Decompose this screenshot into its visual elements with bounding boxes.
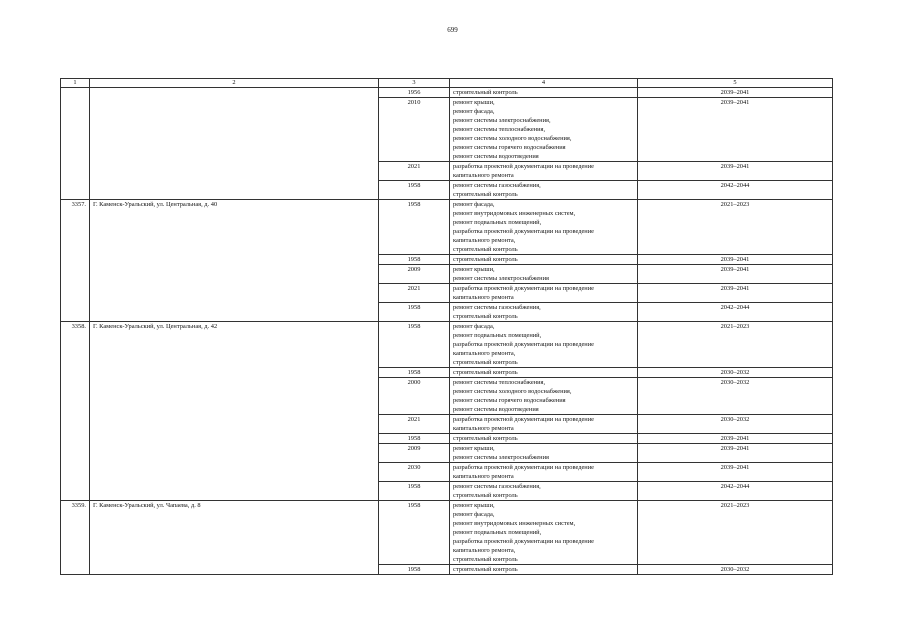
- object-number: 3359.: [61, 501, 90, 575]
- commissioning-year: 1958: [379, 181, 450, 200]
- work-types: [450, 181, 638, 200]
- object-address: Г. Каменск-Уральский, ул. Центральная, д. 42: [90, 322, 379, 501]
- work-types: [450, 303, 638, 322]
- work-type-line: строительный контроль: [453, 566, 518, 573]
- work-type-line: ремонт системы электроснабжения: [453, 275, 549, 282]
- work-type-line: ремонт фасада,: [453, 511, 495, 518]
- work-type-line: ремонт фасада,: [453, 323, 495, 330]
- commissioning-year: 1958: [379, 322, 450, 368]
- work-types: [450, 162, 638, 181]
- work-type-line: капитального ремонта,: [453, 237, 516, 244]
- work-types: [450, 322, 638, 368]
- table-body: [61, 88, 833, 575]
- work-type-line: ремонт системы холодного водоснабжения,: [453, 388, 572, 395]
- work-type-line: капитального ремонта: [453, 294, 514, 301]
- work-types: [450, 444, 638, 463]
- work-type-line: ремонт подвальных помещений,: [453, 332, 542, 339]
- table-row: [61, 322, 833, 368]
- object-address: Г. Каменск-Уральский, ул. Центральная, д. 40: [90, 200, 379, 322]
- work-type-line: ремонт крыши,: [453, 99, 495, 106]
- object-address: [90, 88, 379, 200]
- repair-period: 2039–2041: [638, 284, 833, 303]
- commissioning-year: 2010: [379, 98, 450, 162]
- commissioning-year: 2021: [379, 162, 450, 181]
- work-type-line: строительный контроль: [453, 191, 518, 198]
- work-type-line: строительный контроль: [453, 359, 518, 366]
- commissioning-year: 2021: [379, 284, 450, 303]
- work-type-line: капитального ремонта: [453, 172, 514, 179]
- work-type-line: ремонт фасада,: [453, 108, 495, 115]
- work-type-line: строительный контроль: [453, 313, 518, 320]
- repair-period: 2030–2032: [638, 368, 833, 378]
- work-type-line: капитального ремонта,: [453, 547, 516, 554]
- work-type-line: ремонт системы горячего водоснабжения: [453, 397, 566, 404]
- commissioning-year: 1958: [379, 565, 450, 575]
- work-type-line: капитального ремонта,: [453, 350, 516, 357]
- page-number: 699: [447, 26, 458, 34]
- repair-period: 2042–2044: [638, 303, 833, 322]
- repair-period: 2042–2044: [638, 482, 833, 501]
- commissioning-year: 2009: [379, 444, 450, 463]
- commissioning-year: 2021: [379, 415, 450, 434]
- repair-period: 2039–2041: [638, 98, 833, 162]
- work-type-line: ремонт системы электроснабжения,: [453, 117, 551, 124]
- column-header: 4: [450, 79, 638, 88]
- commissioning-year: 1958: [379, 255, 450, 265]
- repair-period: 2039–2041: [638, 265, 833, 284]
- work-types: [450, 565, 638, 575]
- work-type-line: ремонт системы водоотведения: [453, 406, 539, 413]
- work-types: [450, 378, 638, 415]
- work-types: [450, 284, 638, 303]
- work-type-line: ремонт системы газоснабжения,: [453, 483, 541, 490]
- work-type-line: ремонт крыши,: [453, 445, 495, 452]
- work-types: [450, 255, 638, 265]
- work-type-line: строительный контроль: [453, 435, 518, 442]
- work-type-line: ремонт системы водоотведения: [453, 153, 539, 160]
- repair-period: 2042–2044: [638, 181, 833, 200]
- commissioning-year: 2000: [379, 378, 450, 415]
- work-type-line: строительный контроль: [453, 556, 518, 563]
- commissioning-year: 1958: [379, 482, 450, 501]
- table-row: [61, 200, 833, 255]
- repair-period: 2039–2041: [638, 88, 833, 98]
- work-type-line: капитального ремонта: [453, 425, 514, 432]
- repair-period: 2039–2041: [638, 162, 833, 181]
- column-header: 3: [379, 79, 450, 88]
- work-type-line: разработка проектной документации на проведение: [453, 538, 594, 545]
- work-type-line: ремонт системы теплоснабжения,: [453, 126, 546, 133]
- commissioning-year: 1958: [379, 200, 450, 255]
- work-type-line: ремонт системы холодного водоснабжения,: [453, 135, 572, 142]
- repair-period: 2021–2023: [638, 322, 833, 368]
- work-type-line: ремонт фасада,: [453, 201, 495, 208]
- repair-period: 2030–2032: [638, 565, 833, 575]
- work-types: [450, 265, 638, 284]
- repair-period: 2039–2041: [638, 434, 833, 444]
- header-row: [61, 79, 833, 88]
- work-types: [450, 482, 638, 501]
- table-row: [61, 501, 833, 565]
- object-number: 3357.: [61, 200, 90, 322]
- work-type-line: ремонт внутридомовых инженерных систем,: [453, 210, 576, 217]
- work-type-line: ремонт системы горячего водоснабжения: [453, 144, 566, 151]
- repair-period: 2030–2032: [638, 378, 833, 415]
- work-types: [450, 415, 638, 434]
- work-type-line: ремонт системы электроснабжения: [453, 454, 549, 461]
- work-types: [450, 434, 638, 444]
- work-types: [450, 501, 638, 565]
- work-types: [450, 368, 638, 378]
- work-type-line: строительный контроль: [453, 246, 518, 253]
- repair-period: 2030–2032: [638, 415, 833, 434]
- repair-period: 2021–2023: [638, 200, 833, 255]
- commissioning-year: 1958: [379, 434, 450, 444]
- work-type-line: ремонт крыши,: [453, 502, 495, 509]
- work-type-line: строительный контроль: [453, 256, 518, 263]
- commissioning-year: 1958: [379, 501, 450, 565]
- work-type-line: строительный контроль: [453, 492, 518, 499]
- table-row: [61, 88, 833, 98]
- work-types: [450, 463, 638, 482]
- work-type-line: ремонт системы газоснабжения,: [453, 304, 541, 311]
- work-type-line: разработка проектной документации на проведение: [453, 163, 594, 170]
- object-address: Г. Каменск-Уральский, ул. Чапаева, д. 8: [90, 501, 379, 575]
- repair-period: 2039–2041: [638, 444, 833, 463]
- work-type-line: капитального ремонта: [453, 473, 514, 480]
- work-type-line: ремонт системы теплоснабжения,: [453, 379, 546, 386]
- work-types: [450, 200, 638, 255]
- work-type-line: разработка проектной документации на проведение: [453, 464, 594, 471]
- repair-period: 2021–2023: [638, 501, 833, 565]
- work-types: [450, 88, 638, 98]
- work-type-line: разработка проектной документации на проведение: [453, 341, 594, 348]
- work-type-line: разработка проектной документации на проведение: [453, 228, 594, 235]
- work-type-line: ремонт внутридомовых инженерных систем,: [453, 520, 576, 527]
- object-number: [61, 88, 90, 200]
- column-header: 5: [638, 79, 833, 88]
- work-type-line: разработка проектной документации на проведение: [453, 285, 594, 292]
- work-type-line: ремонт системы газоснабжения,: [453, 182, 541, 189]
- work-type-line: ремонт крыши,: [453, 266, 495, 273]
- work-type-line: ремонт подвальных помещений,: [453, 529, 542, 536]
- work-type-line: строительный контроль: [453, 89, 518, 96]
- commissioning-year: 1958: [379, 368, 450, 378]
- commissioning-year: 1956: [379, 88, 450, 98]
- commissioning-year: 2030: [379, 463, 450, 482]
- column-header: 1: [61, 79, 90, 88]
- object-number: 3358.: [61, 322, 90, 501]
- capital-repair-table: [60, 78, 833, 575]
- commissioning-year: 1958: [379, 303, 450, 322]
- work-type-line: разработка проектной документации на проведение: [453, 416, 594, 423]
- work-types: [450, 98, 638, 162]
- repair-period: 2039–2041: [638, 463, 833, 482]
- work-type-line: ремонт подвальных помещений,: [453, 219, 542, 226]
- work-type-line: строительный контроль: [453, 369, 518, 376]
- column-header: 2: [90, 79, 379, 88]
- commissioning-year: 2009: [379, 265, 450, 284]
- repair-period: 2039–2041: [638, 255, 833, 265]
